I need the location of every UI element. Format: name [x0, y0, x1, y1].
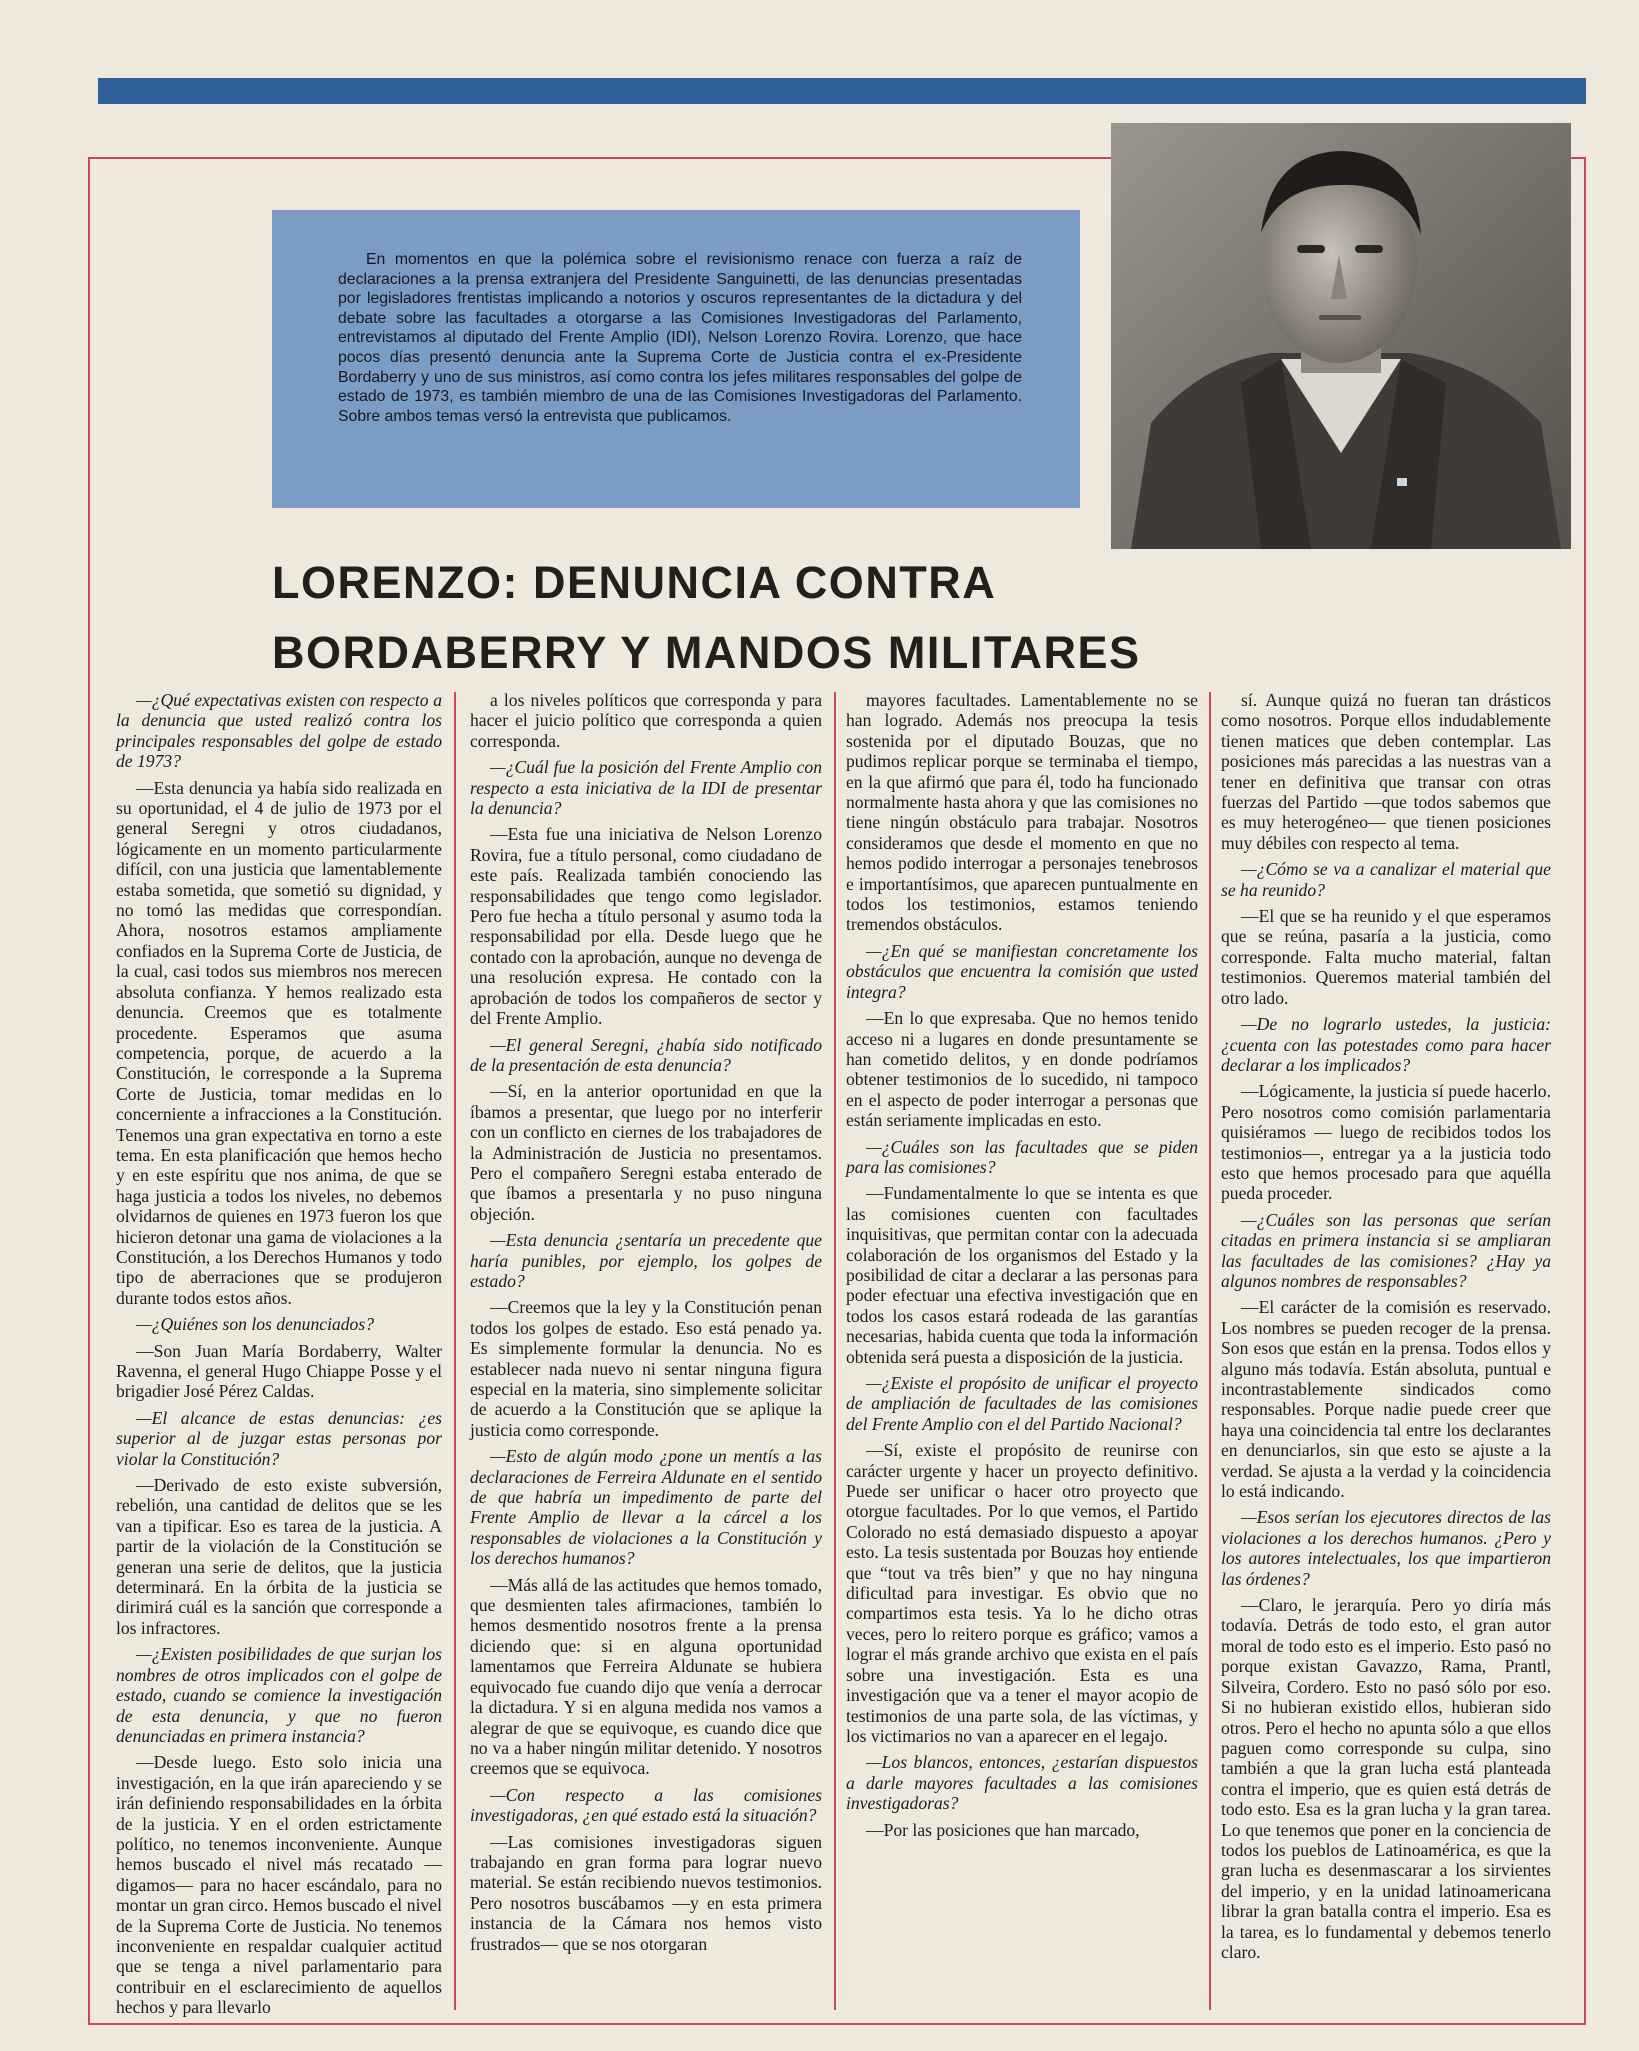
interview-answer: —Son Juan María Bordaberry, Walter Ravenna, el general Hugo Chiappe Posse y el brigadier José Pérez Caldas. — [116, 1340, 442, 1402]
interview-answer: a los niveles políticos que corresponda y para hacer el juicio político que corresponda a quien corresponda. — [470, 690, 822, 751]
interview-question: —Esta denuncia ¿sentaría un precedente que haría punibles, por ejemplo, los golpes de estado? — [470, 1230, 822, 1291]
interview-question: —¿Cuáles son las facultades que se piden para las comisiones? — [846, 1136, 1198, 1177]
text-column-4 — [1221, 690, 1551, 1975]
interview-answer: —Claro, le jerarquía. Pero yo diría más todavía. Detrás de todo esto, el gran autor moral de todo esto es el imperio. Esto pasó no porque existan Gavazzo, Rama, Prantl, Silveira, Cordero. Esto no pasó sólo por eso. Si no hubieran existido ellos, hubieran sido otros. Pero el hecho no apunta sólo a que ellos paguen como corresponde su culpa, sino también a que la gran lucha está planteada contra el imperio, que es quien está detrás de todo esto. Esa es la gran lucha y la gran tarea. Lo que tenemos que poner en la conciencia de todos los pueblos de Latinoamérica, es que la gran lucha es desenmascarar a los sirvientes del imperio, y en la unidad latinoamericana librar la gran batalla contra el imperio. Esa es la tarea, es lo fundamental y debemos tenerlo claro. — [1221, 1595, 1551, 1962]
lede-text: En momentos en que la polémica sobre el revisionismo renace con fuerza a raíz de declaraciones a la prensa extranjera del Presidente Sanguinetti, de las denuncias presentadas por legisladores frentistas implicando a notorios y oscuros representantes de la dictadura y del debate sobre las facultades a otorgarse a las Comisiones Investigadoras del Parlamento, entrevistamos al diputado del Frente Amplio (IDI), Nelson Lorenzo Rovira. Lorenzo, que hace pocos días presentó denuncia ante la Suprema Corte de Justicia contra el ex-Presidente Bordaberry y uno de sus ministros, así como contra los jefes militares responsables del golpe de estado de 1973, es también miembro de una de las Comisiones Investigadoras del Parlamento. Sobre ambos temas versó la entrevista que publicamos. — [338, 251, 1022, 425]
interview-question: —¿Quiénes son los denunciados? — [136, 1314, 374, 1335]
interview-question: —¿Cuáles son las personas que serían citadas en primera instancia si se ampliaran las facultades de las comisiones? ¿Hay ya algunos nombres de responsables? — [1221, 1209, 1551, 1291]
interview-answer: mayores facultades. Lamentablemente no se han logrado. Además nos preocupa la tesis sostenida por el diputado Bouzas, que no pudimos replicar porque se terminaba el tiempo, en la que afirmó que para él, todo ha funcionado normalmente hasta ahora y que las comisiones no tiene ningún obstáculo para trabajar. Nosotros consideramos que desde el momento en que no hemos podido interrogar a personajes tenebrosos e importantísimos, que aparecen puntualmente en todos los testimonios, estamos teniendo tremendos obstáculos. — [846, 690, 1198, 935]
interview-answer: —El que se ha reunido y el que esperamos que se reúna, pasaría a la justicia, como corresponde. Falta mucho material, faltan testimonios. Queremos material también del otro lado. — [1221, 906, 1551, 1008]
interview-answer: —Derivado de esto existe subversión, rebelión, una cantidad de delitos que se les van a tipificar. Eso es tarea de la justicia. A partir de la violación de la Constitución se generan una serie de delitos, que la justicia determinará. En la órbita de la justicia se dirimirá cuál es la sanción que corresponde a los infractores. — [116, 1475, 442, 1638]
interview-answer: —Sí, en la anterior oportunidad en que la íbamos a presentar, que luego por no interferir con un conflicto en ciernes de los trabajadores de la Administración de Justicia no presentamos. Pero el compañero Seregni estaba enterado de que íbamos a presentarla y no puso ninguna objeción. — [470, 1081, 822, 1224]
interview-question: —El alcance de estas denuncias: ¿es superior al de juzgar estas personas por violar la Constitución? — [116, 1407, 442, 1469]
interview-question: —Con respecto a las comisiones investigadoras, ¿en qué estado está la situación? — [470, 1784, 822, 1826]
interview-question: —Esto de algún modo ¿pone un mentís a las declaraciones de Ferreira Aldunate en el sentido de que habría un impedimento de parte del Frente Amplio de llevar a la cárcel a los responsables de violaciones a la Constitución y los derechos humanos? — [470, 1446, 822, 1569]
column-rule — [834, 692, 836, 2010]
interview-answer: —En lo que expresaba. Que no hemos tenido acceso ni a lugares en donde presuntamente se han cometido delitos, y en donde podríamos obtener testimonios de lo sucedido, ni tampoco en el aspecto de poder interrogar a personas que están seriamente implicadas en esto. — [846, 1008, 1198, 1131]
lede-box — [272, 210, 1080, 508]
interview-question: —El general Seregni, ¿había sido notificado de la presentación de esta denuncia? — [470, 1034, 822, 1075]
interview-question: —¿Existe el propósito de unificar el proyecto de ampliación de facultades de las comisiones del Frente Amplio con el del Partido Nacional? — [846, 1373, 1198, 1434]
interview-question: —Esos serían los ejecutores directos de las violaciones a los derechos humanos. ¿Pero y los autores intelectuales, los que impartieron las órdenes? — [1221, 1507, 1551, 1589]
interview-answer: —Desde luego. Esto solo inicia una investigación, en la que irán apareciendo y se irán definiendo responsabilidades en la órbita de la justicia. Y en el orden estrictamente político, no tenemos inconveniente. Aunque hemos buscado el nivel más recatado —digamos— para no hacer escándalo, para no montar un gran circo. Hemos buscado el nivel de la Suprema Corte de Justicia. No tenemos inconveniente en respaldar cualquier actitud que se tenga a nivel parlamentario para contribuir en el esclarecimiento de aquellos hechos y para llevarlo — [116, 1752, 442, 2018]
interview-answer: —Por las posiciones que han marcado, — [866, 1819, 1140, 1840]
portrait-photo — [1111, 123, 1571, 549]
interview-question: —¿Qué expectativas existen con respecto a la denuncia que usted realizó contra los principales responsables del golpe de estado de 1973? — [116, 690, 442, 772]
interview-answer: —Fundamentalmente lo que se intenta es que las comisiones cuenten con facultades inquisitivas, que permitan contar con la adecuada colaboración de los organismos del Estado y la posibilidad de citar a declarar a las personas para poder efectuar una efectiva investigación que en todos los casos estará rodeada de las garantías necesarias, habida cuenta que toda la información obtenida será puesta a disposición de la justicia. — [846, 1183, 1198, 1367]
portrait-image — [1111, 123, 1571, 549]
text-column-2 — [470, 690, 822, 1975]
interview-question: —¿Cuál fue la posición del Frente Amplio con respecto a esta iniciativa de la IDI de presentar la denuncia? — [470, 757, 822, 819]
interview-answer: sí. Aunque quizá no fueran tan drásticos como nosotros. Porque ellos indudablemente tienen matices que deben contemplar. Las posiciones más parecidas a las nuestras van a tener en definitiva que transar con otras fuerzas del Partido —que todos sabemos que es muy heterogéneo— que tienen posiciones muy débiles con respecto al tema. — [1221, 690, 1551, 853]
headline-line-2: BORDABERRY Y MANDOS MILITARES — [272, 627, 1141, 678]
interview-answer: —Sí, existe el propósito de reunirse con carácter urgente y hacer un proyecto definitivo. Puede ser unificar o hacer otro proyecto que otorgue facultades. Por lo que vemos, el Partido Colorado no está demasiado dispuesto a apoyar esto. La tesis sustentada por Bouzas hoy entiende que “tout va três bien” y que no hay ninguna dificultad para investigar. Es obvio que no compartimos esta tesis. Ya lo he dicho otras veces, pero lo reitero porque es gráfico; vamos a lograr el más grande archivo que exista en el país sobre una investigación. Esta es una investigación que va a tener el mayor acopio de testimonios de una parte sola, de las víctimas, y los victimarios no van a aparecer en el legajo. — [846, 1440, 1198, 1746]
interview-answer: —El carácter de la comisión es reservado. Los nombres se pueden recoger de la prensa. Son esos que están en la prensa. Todos ellos y alguno más todavía. Están absoluta, puntual e incontrastablemente sindicados como responsables. Porque nadie puede creer que haya una coincidencia tal entre los declarantes en denunciarlos, sin que esto se ajuste a la verdad. Se ajusta a la verdad y la coincidencia lo está indicando. — [1221, 1297, 1551, 1502]
interview-answer: —Esta denuncia ya había sido realizada en su oportunidad, el 4 de julio de 1973 por el general Seregni y otros ciudadanos, lógicamente en un momento particularmente difícil, con una justicia que lamentablemente estaba sometida, que sometió su dignidad, y no tomó las medidas que correspondían. Ahora, nosotros estamos ampliamente confiados en la Suprema Corte de Justicia, de la cual, casi todos sus miembros nos merecen absoluta confianza. Y hemos realizado esta denuncia. Creemos que es totalmente procedente. Esperamos que asuma competencia, porque, de acuerdo a la Constitución, le corresponde a la Suprema Corte de Justicia, tomar medidas en lo concerniente a infracciones a la Constitución. Tenemos una gran expectativa en torno a este tema. En esta planificación que hemos hecho y en este espíritu que nos anima, de que se haga justicia a todos los niveles, no debemos olvidarnos de quienes en 1973 fueron los que hicieron detonar una gama de violaciones a la Constitución, a los Derechos Humanos y todo tipo de aberraciones que se produjeron durante todos estos años. — [116, 777, 442, 1308]
interview-answer: —Creemos que la ley y la Constitución penan todos los golpes de estado. Eso está penado ya. Es simplemente formular la denuncia. No es establecer nada nuevo ni sentar ninguna figura especial en la materia, sino simplemente solicitar de acuerdo a la Constitución que se aplique la justicia como corresponde. — [470, 1297, 822, 1440]
text-column-3 — [846, 690, 1198, 1975]
interview-question: —¿Cómo se va a canalizar el material que se ha reunido? — [1221, 859, 1551, 900]
interview-question: —Los blancos, entonces, ¿estarían dispuestos a darle mayores facultades a las comisiones investigadoras? — [846, 1752, 1198, 1814]
interview-answer: —Lógicamente, la justicia sí puede hacerlo. Pero nosotros como comisión parlamentaria quisiéramos — luego de recibidos todos los testimonios—, entregar ya a la justicia todo esto que hemos procesado para que aquélla pueda proceder. — [1221, 1081, 1551, 1204]
top-color-band — [98, 78, 1586, 104]
column-rule — [454, 692, 456, 2010]
article-headline — [272, 548, 1212, 688]
interview-answer: —Esta fue una iniciativa de Nelson Lorenzo Rovira, fue a título personal, como ciudadano de este país. Realizada también conociendo las responsabilidades que tengo como legislador. Pero fue hecha a título personal y asumo toda la responsabilidad por ella. Desde luego que he contado con la aprobación, aunque no devenga de una resolución expresa. He contado con la aprobación de todos los compañeros de sector y del Frente Amplio. — [470, 824, 822, 1029]
headline-line-1: LORENZO: DENUNCIA CONTRA — [272, 557, 997, 608]
interview-question: —De no lograrlo ustedes, la justicia: ¿cuenta con las potestades como para hacer declarar a los implicados? — [1221, 1014, 1551, 1075]
interview-question: —¿Existen posibilidades de que surjan los nombres de otros implicados con el golpe de estado, cuando se comience la investigación de esta denuncia, y que no fueron denunciadas en primera instancia? — [116, 1644, 442, 1746]
text-column-1 — [116, 690, 442, 2018]
interview-answer: —Más allá de las actitudes que hemos tomado, que desmienten tales afirmaciones, también lo hemos desmentido nosotros frente a la prensa diciendo que: si en alguna oportunidad lamentamos que Ferreira Aldunate se hubiera equivocado fue cuando dijo que venía a derrocar la dictadura. Y si en alguna medida nos vamos a alegrar de que se equivoque, es cuando dice que no va a haber ningún militar detenido. Y nosotros creemos que se equivoca. — [470, 1574, 822, 1779]
interview-answer: —Las comisiones investigadoras siguen trabajando en gran forma para lograr nuevo material. Se están recibiendo nuevos testimonios. Pero nosotros buscábamos —y en esta primera instancia de la Cámara nos hemos visto frustrados— que se nos otorgaran — [470, 1831, 822, 1954]
column-rule — [1209, 692, 1211, 2010]
interview-question: —¿En qué se manifiestan concretamente los obstáculos que encuentra la comisión que usted integra? — [846, 940, 1198, 1002]
